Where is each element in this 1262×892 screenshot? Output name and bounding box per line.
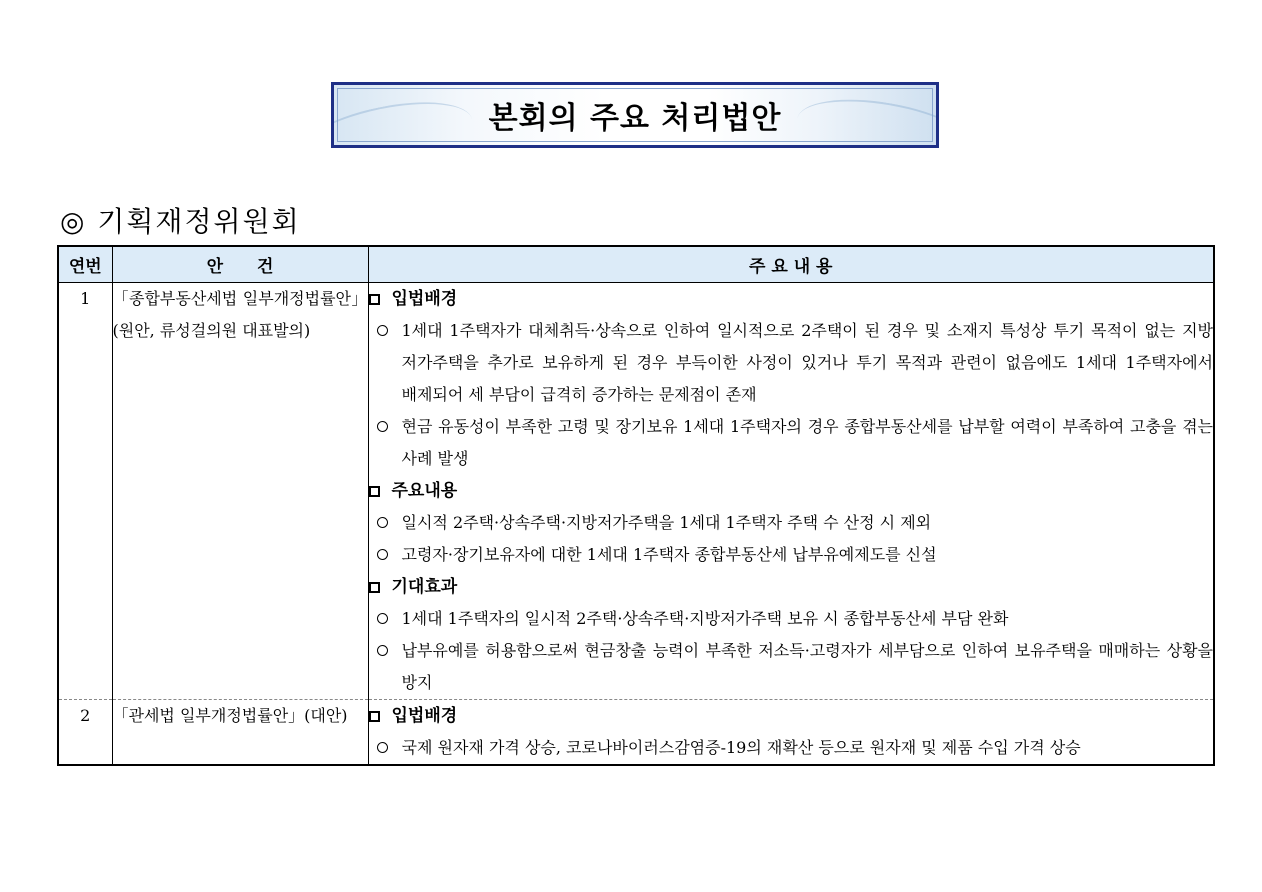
row-bill: 「종합부동산세법 일부개정법률안」(원안, 류성걸의원 대표발의)	[112, 283, 368, 700]
content-section-header	[369, 700, 1214, 732]
list-item	[369, 603, 1214, 635]
table-row	[58, 283, 1214, 700]
bills-table	[57, 245, 1215, 766]
title-banner	[331, 82, 939, 148]
section-title: 기대효과	[391, 577, 458, 597]
row-num: 2	[58, 700, 112, 766]
checkbox-square-icon	[369, 711, 380, 722]
header-bill: 안 건	[112, 246, 368, 283]
header-num: 연번	[58, 246, 112, 283]
table-row	[58, 700, 1214, 766]
circle-bullet-icon	[377, 517, 388, 528]
circle-bullet-icon	[377, 549, 388, 560]
bullet-text: 납부유예를 허용함으로써 현금창출 능력이 부족한 저소득·고령자가 세부담으로 인하여 보유주택을 매매하는 상황을 방지	[401, 641, 1213, 692]
list-item	[369, 732, 1214, 764]
bullet-text: 1세대 1주택자의 일시적 2주택·상속주택·지방저가주택 보유 시 종합부동산세 부담 완화	[401, 609, 1009, 628]
list-item	[369, 539, 1214, 571]
row-content	[368, 283, 1214, 700]
page-title: 본회의 주요 처리법안	[488, 101, 782, 136]
table-header-row	[58, 246, 1214, 283]
content-section-header	[369, 475, 1214, 507]
bullet-text: 국제 원자재 가격 상승, 코로나바이러스감염증-19의 재확산 등으로 원자재 및 제품 수입 가격 상승	[401, 738, 1081, 757]
row-num: 1	[58, 283, 112, 700]
bullet-text: 1세대 1주택자가 대체취득·상속으로 인하여 일시적으로 2주택이 된 경우 및 소재지 특성상 투기 목적이 없는 지방 저가주택을 추가로 보유하게 된 경우 부득이한 사정이 있거나 투기 목적과 관련이 없음에도 1세대 1주택자에서 배제되어 세 부담이 급격히 증가하는 문제점이 존재	[401, 321, 1213, 404]
checkbox-square-icon	[369, 486, 380, 497]
content-section-header	[369, 571, 1214, 603]
list-item	[369, 411, 1214, 475]
circle-bullet-icon	[377, 325, 388, 336]
list-item	[369, 507, 1214, 539]
header-content: 주 요 내 용	[368, 246, 1214, 283]
list-item	[369, 315, 1214, 411]
bullet-text: 현금 유동성이 부족한 고령 및 장기보유 1세대 1주택자의 경우 종합부동산세를 납부할 여력이 부족하여 고충을 겪는 사례 발생	[401, 417, 1213, 468]
section-title: 입법배경	[391, 289, 458, 309]
row-content	[368, 700, 1214, 766]
section-heading: ◎ 기획재정위원회	[60, 205, 301, 238]
content-section-header	[369, 283, 1214, 315]
circle-bullet-icon	[377, 613, 388, 624]
circle-bullet-icon	[377, 421, 388, 432]
row-bill: 「관세법 일부개정법률안」(대안)	[112, 700, 368, 766]
section-title: 주요내용	[391, 481, 458, 501]
section-title: 입법배경	[391, 706, 458, 726]
circle-bullet-icon	[377, 742, 388, 753]
checkbox-square-icon	[369, 294, 380, 305]
circle-bullet-icon	[377, 645, 388, 656]
bullet-text: 일시적 2주택·상속주택·지방저가주택을 1세대 1주택자 주택 수 산정 시 제외	[401, 513, 932, 532]
bullet-text: 고령자·장기보유자에 대한 1세대 1주택자 종합부동산세 납부유예제도를 신설	[401, 545, 937, 564]
list-item	[369, 635, 1214, 699]
checkbox-square-icon	[369, 582, 380, 593]
